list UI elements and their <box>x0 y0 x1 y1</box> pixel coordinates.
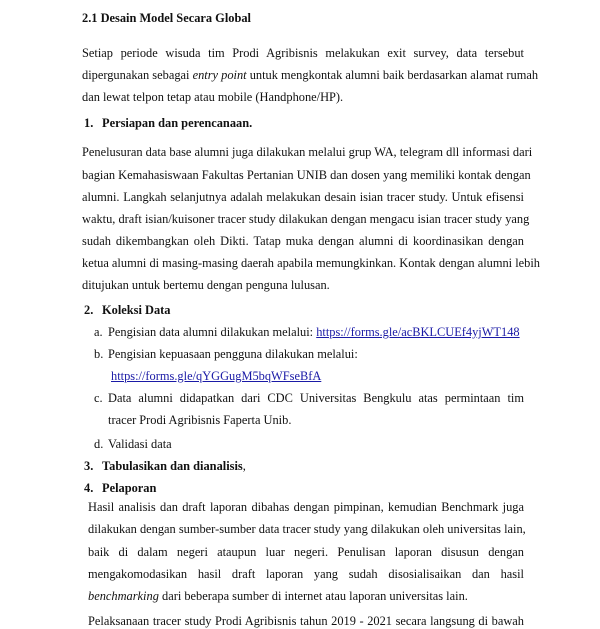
step-1-line: ketua alumni di masing-masing daerah apabila memungkinkan. Kontak dengan alumni lebih <box>82 256 540 270</box>
collection-item-d <box>94 437 524 452</box>
step-1-number: 1. <box>84 116 94 130</box>
step-2-heading <box>84 303 526 318</box>
step-3-heading <box>84 459 526 474</box>
item-a-marker: a. <box>94 325 103 339</box>
intro-line-1: Setiap periode wisuda tim Prodi Agribisnis melakukan exit survey, data tersebut <box>82 46 524 60</box>
step-1-line: ditujukan untuk bertemu dengan penguna lulusan. <box>82 278 330 292</box>
item-c-marker: c. <box>94 391 103 405</box>
step-3-number: 3. <box>84 459 94 473</box>
entry-point-term: entry point <box>192 68 247 82</box>
item-d-text: Validasi data <box>108 437 172 451</box>
benchmarking-term: benchmarking <box>88 589 159 603</box>
closing-paragraph-line: Pelaksanaan tracer study Prodi Agribisnis tahun 2019 - 2021 secara langsung di bawah <box>88 614 524 628</box>
item-b-marker: b. <box>94 347 104 361</box>
step-4-line-4: mengakomodasikan hasil draft laporan yang sudah disosialisaikan dan hasil <box>88 567 524 581</box>
collection-item-c <box>94 391 524 406</box>
user-satisfaction-form-link[interactable]: https://forms.gle/qYGGugM5bqWFseBfA <box>111 369 322 383</box>
step-1-line: waktu, draft isian/kuisoner tracer study dilakukan dengan mengacu isian tracer study yang <box>82 212 530 226</box>
step-1-line: bagian Kemahasiswaan Fakultas Pertanian UNIB dan dosen yang memiliki kontak dengan <box>82 168 531 182</box>
intro-line-2-end: untuk mengkontak alumni baik berdasarkan alamat rumah <box>249 68 539 82</box>
step-2-title: Koleksi Data <box>102 303 171 317</box>
collection-item-c-cont: tracer Prodi Agribisnis Faperta Unib. <box>108 413 292 427</box>
step-4-line-3: baik di dalam negeri ataupun luar negeri. Penulisan laporan disusun dengan <box>88 545 524 559</box>
step-1-line: sudah dikembangkan oleh Dikti. Tatap muka dengan alumni di koordinasikan dengan <box>82 234 524 248</box>
step-4-line-1: Hasil analisis dan draft laporan dibahas dengan pimpinan, kemudian Benchmark juga <box>88 500 524 514</box>
item-b-text: Pengisian kepuasaan pengguna dilakukan melalui: <box>108 347 358 361</box>
collection-item-a <box>94 325 524 340</box>
item-c-text: Data alumni didapatkan dari CDC Universitas Bengkulu atas permintaan tim <box>108 391 524 405</box>
step-1-line: alumni. Langkah selanjutnya adalah melakukan desain isian tracer study. Untuk efisensi <box>82 190 524 204</box>
intro-line-3: dan lewat telpon tetap atau mobile (Handphone/HP). <box>82 90 344 104</box>
item-d-marker: d. <box>94 437 104 451</box>
step-1-title: Persiapan dan perencanaan. <box>102 116 253 130</box>
step-4-number: 4. <box>84 481 94 495</box>
step-2-number: 2. <box>84 303 94 317</box>
step-1-line: Penelusuran data base alumni juga dilakukan melalui grup WA, telegram dll informasi dari <box>82 145 533 159</box>
collection-item-b-link-line <box>111 369 524 384</box>
step-3-title: Tabulasikan dan dianalisis <box>102 459 243 473</box>
step-3-trail: , <box>242 459 246 473</box>
intro-line-2 <box>82 68 539 83</box>
intro-line-2-start: dipergunakan sebagai <box>82 68 190 82</box>
section-title: 2.1 Desain Model Secara Global <box>82 11 251 25</box>
step-1-heading <box>84 116 526 131</box>
step-4-title: Pelaporan <box>102 481 157 495</box>
alumni-form-link[interactable]: https://forms.gle/acBKLCUEf4yjWT148 <box>316 325 520 339</box>
step-4-line-5 <box>88 589 524 604</box>
step-4-heading <box>84 481 526 496</box>
step-4-line-5-end: dari beberapa sumber di internet atau laporan universitas lain. <box>162 589 468 603</box>
collection-item-b <box>94 347 524 362</box>
item-a-text: Pengisian data alumni dilakukan melalui: <box>108 325 314 339</box>
step-4-line-2: dilakukan dengan sumber-sumber data tracer study yang dilakukan oleh universitas lain, <box>88 522 526 536</box>
